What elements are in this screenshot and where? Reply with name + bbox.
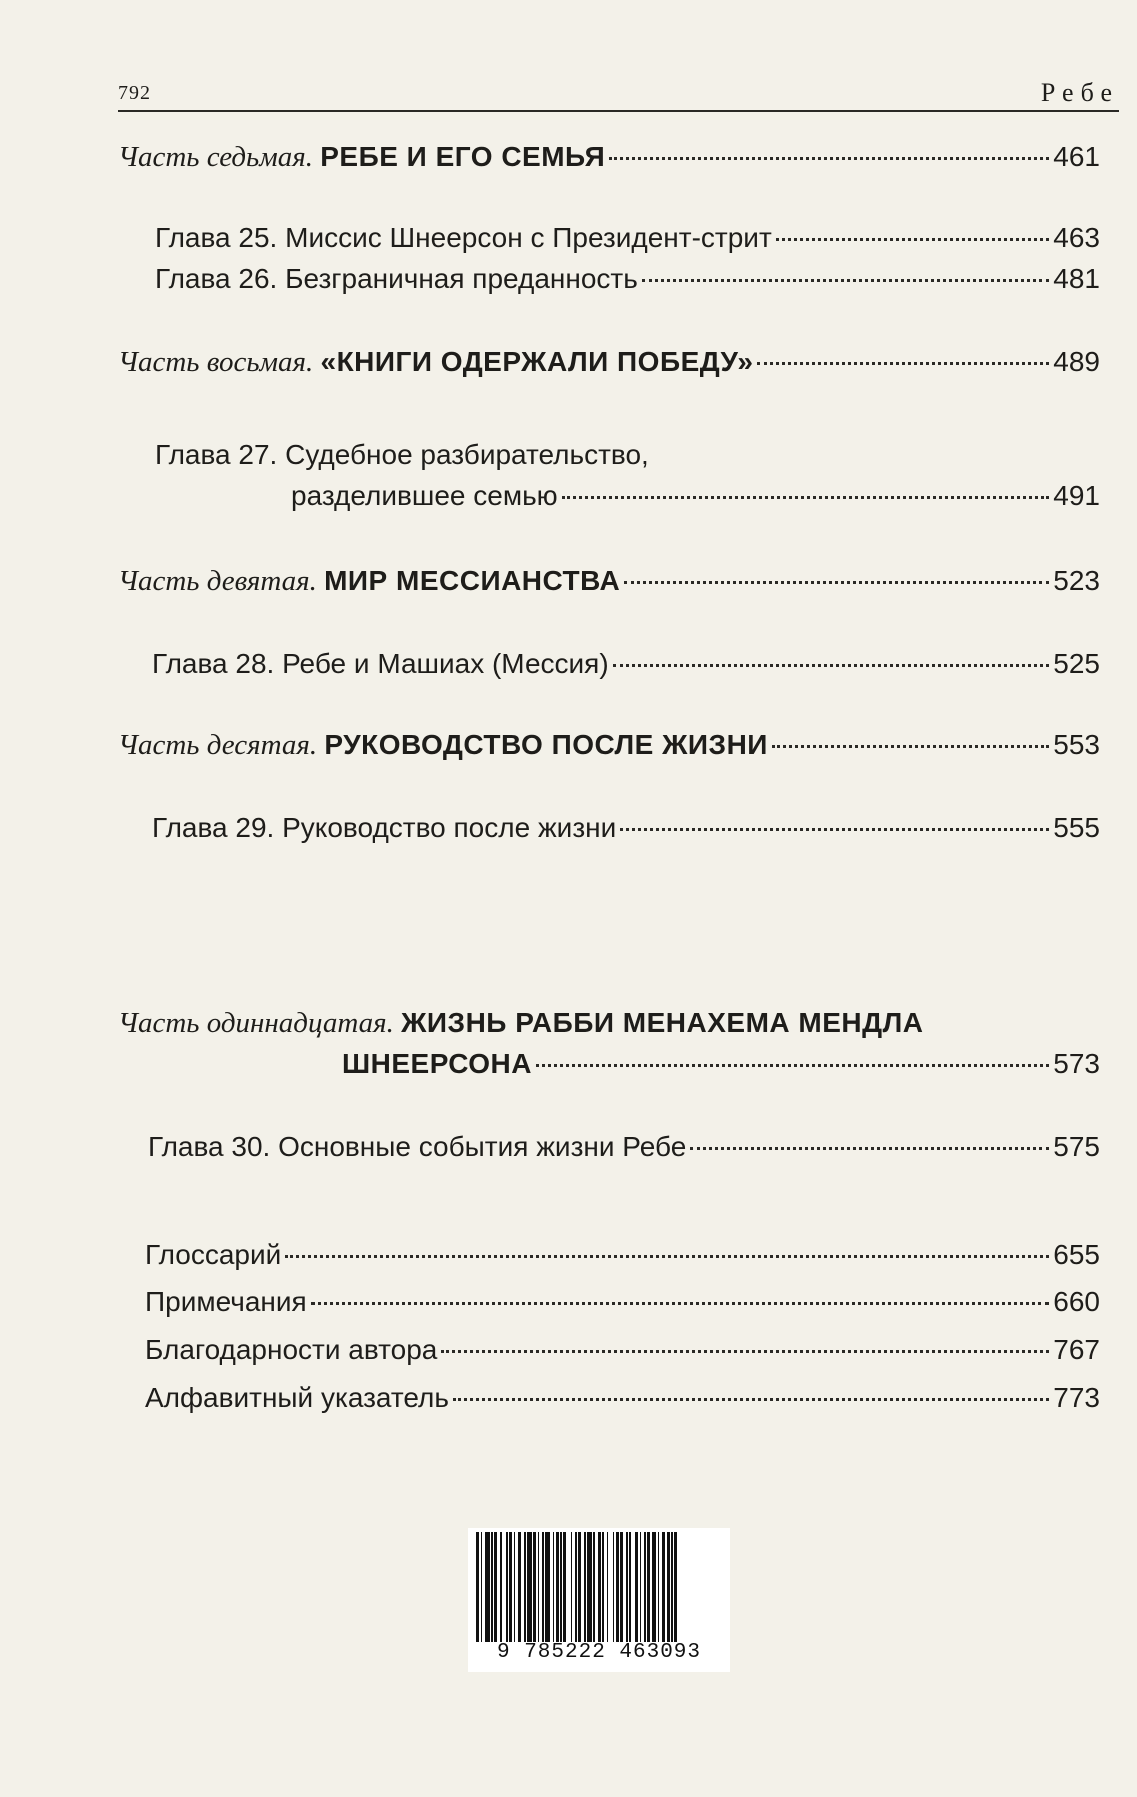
part-title: ЖИЗНЬ РАББИ МЕНАХЕМА МЕНДЛА <box>401 1007 924 1038</box>
page-reference: 773 <box>1053 1382 1100 1413</box>
toc-notes <box>145 1285 1100 1319</box>
page-number: 792 <box>118 82 151 104</box>
page-reference: 489 <box>1053 346 1100 377</box>
page-reference: 461 <box>1053 141 1100 172</box>
entry-title: Алфавитный указатель <box>145 1382 449 1413</box>
dot-leader <box>453 1398 1049 1401</box>
part-title: «КНИГИ ОДЕРЖАЛИ ПОБЕДУ» <box>320 346 754 377</box>
page-reference: 525 <box>1053 648 1100 679</box>
dot-leader <box>776 238 1050 241</box>
dot-leader <box>311 1302 1050 1305</box>
part-title: РЕБЕ И ЕГО СЕМЬЯ <box>320 141 606 172</box>
chapter-27-title-line-1: Глава 27. Судебное разбирательство, <box>155 439 649 470</box>
toc-chapter-25 <box>155 221 1100 255</box>
barcode-digits: 9 785222 463093 <box>496 1641 702 1664</box>
part-label: Часть восьмая. <box>118 346 321 378</box>
toc-part-11-line-1 <box>118 1006 923 1040</box>
dot-leader <box>609 157 1049 160</box>
part-label: Часть одиннадцатая. <box>118 1007 402 1039</box>
toc-part-10 <box>118 728 1100 762</box>
chapter-title: Глава 25. Миссис Шнеерсон с Президент-стрит <box>155 222 772 253</box>
dot-leader <box>613 664 1050 667</box>
isbn-barcode <box>468 1528 730 1672</box>
page-reference: 575 <box>1053 1131 1100 1162</box>
dot-leader <box>772 745 1049 748</box>
chapter-title-continuation: разделившее семью <box>291 480 558 511</box>
dot-leader <box>690 1147 1049 1150</box>
entry-title: Глоссарий <box>145 1239 282 1270</box>
page-reference: 463 <box>1053 222 1100 253</box>
part-title: МИР МЕССИАНСТВА <box>324 565 621 596</box>
dot-leader <box>441 1350 1049 1353</box>
running-title: Ребе <box>1040 78 1119 107</box>
barcode-bar <box>677 1532 682 1642</box>
toc-part-9 <box>118 564 1100 598</box>
page-reference: 523 <box>1053 565 1100 596</box>
page-reference: 553 <box>1053 729 1100 760</box>
dot-leader <box>624 581 1049 584</box>
toc-part-7 <box>118 140 1100 174</box>
entry-title: Благодарности автора <box>145 1334 438 1365</box>
page-reference: 655 <box>1053 1239 1100 1270</box>
part-title-continuation: ШНЕЕРСОНА <box>342 1048 532 1079</box>
part-label: Часть седьмая. <box>118 141 321 173</box>
chapter-title: Глава 30. Основные события жизни Ребе <box>148 1131 687 1162</box>
barcode-bars <box>476 1532 722 1642</box>
entry-title: Примечания <box>145 1286 307 1317</box>
dot-leader <box>562 496 1050 499</box>
page-reference: 481 <box>1053 263 1100 294</box>
page-reference: 555 <box>1053 812 1100 843</box>
toc-part-11 <box>342 1047 1100 1081</box>
page-reference: 660 <box>1053 1286 1100 1317</box>
page-reference: 573 <box>1053 1048 1100 1079</box>
chapter-title: Глава 26. Безграничная преданность <box>155 263 638 294</box>
dot-leader <box>757 362 1049 365</box>
dot-leader <box>536 1064 1049 1067</box>
toc-chapter-27 <box>291 479 1100 513</box>
part-title: РУКОВОДСТВО ПОСЛЕ ЖИЗНИ <box>324 729 768 760</box>
toc-chapter-28 <box>152 647 1100 681</box>
dot-leader <box>642 279 1049 282</box>
page-reference: 491 <box>1053 480 1100 511</box>
part-label: Часть десятая. <box>118 729 325 761</box>
toc-glossary <box>145 1238 1100 1272</box>
part-label: Часть девятая. <box>118 565 325 597</box>
toc-part-8 <box>118 345 1100 379</box>
dot-leader <box>285 1255 1049 1258</box>
toc-chapter-26 <box>155 262 1100 296</box>
chapter-title: Глава 29. Руководство после жизни <box>152 812 617 843</box>
toc-index <box>145 1381 1100 1415</box>
chapter-title: Глава 28. Ребе и Машиах (Мессия) <box>152 648 609 679</box>
toc-acknowledgments <box>145 1333 1100 1367</box>
toc-chapter-29 <box>152 811 1100 845</box>
page-reference: 767 <box>1053 1334 1100 1365</box>
toc-chapter-30 <box>148 1130 1100 1164</box>
dot-leader <box>620 828 1049 831</box>
